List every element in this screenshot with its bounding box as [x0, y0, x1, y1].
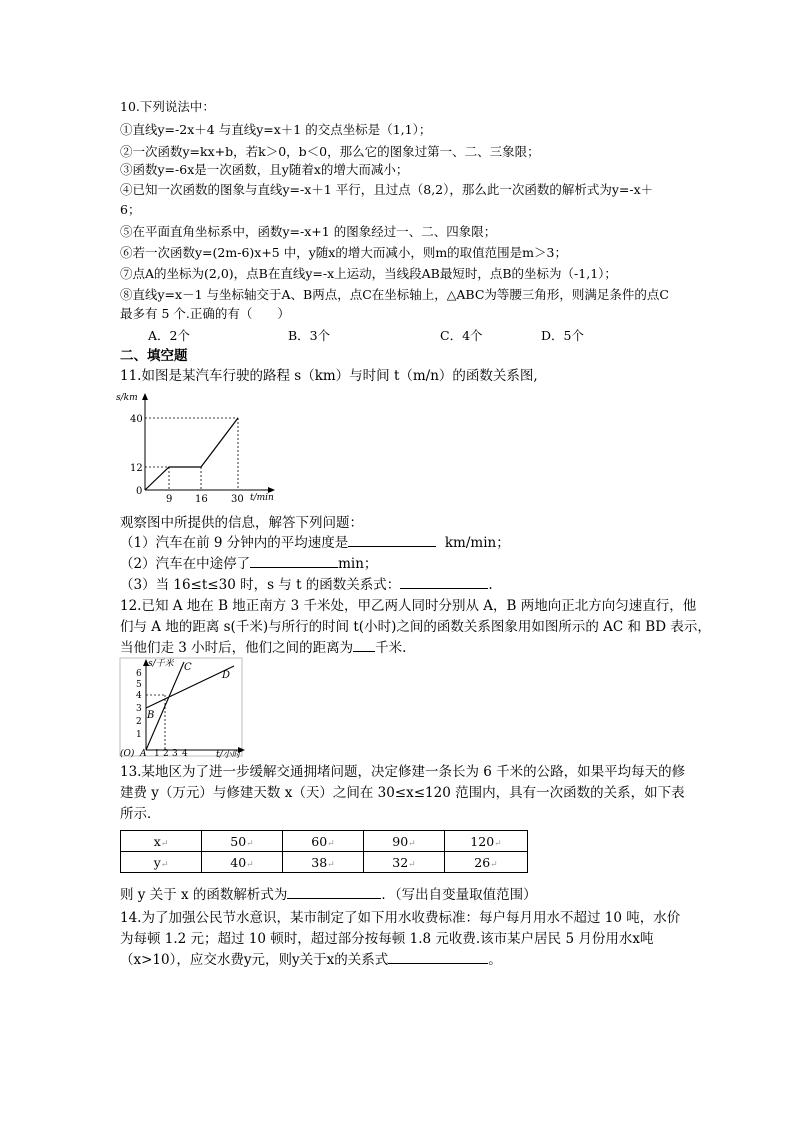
x-tick-30: 30 — [231, 494, 244, 505]
q14-line-3: （x>10），应交水费y元，则y关于x的关系式 。 — [120, 952, 502, 968]
q10-statement-7: ⑦点A的坐标为(2,0)，点B在直线y=-x上运动，当线段AB最短时，点B的坐标为（-1,1）； — [120, 266, 617, 281]
q11-stem: 11.如图是某汽车行驶的路程 s（km）与时间 t（m/n）的函数关系图, — [120, 368, 538, 384]
q10-statement-8: ⑧直线y=x－1 与坐标轴交于A、B两点，点C在坐标轴上，△ABC为等腰三角形，则满足条件的点C — [120, 287, 669, 302]
section-heading: 二、填空题 — [120, 348, 188, 364]
y-tick-3: 3 — [136, 704, 142, 714]
label-b: B — [147, 710, 155, 721]
answer-blank-3[interactable] — [400, 576, 488, 589]
answer-blank-2[interactable] — [250, 555, 338, 568]
table-cell: 40↵ — [202, 852, 283, 873]
label-d: D — [222, 670, 231, 681]
y-tick-6: 6 — [136, 669, 142, 679]
x-tick-4: 4 — [182, 749, 188, 759]
q10-statement-3: ③函数y=-6x是一次函数，且y随着x的增大而减小； — [120, 162, 409, 177]
y-tick-4: 4 — [136, 691, 142, 701]
option-d[interactable]: D．5个 — [541, 328, 584, 343]
table-row-y — [121, 852, 528, 873]
y-tick-12: 12 — [130, 463, 143, 474]
q10-statement-4: ④已知一次函数的图象与直线y=-x＋1 平行，且过点（8,2），那么此一次函数的解析式为y=-x＋ — [120, 182, 654, 197]
q11-follow: 观察图中所提供的信息，解答下列问题： — [120, 515, 363, 531]
q12-distance-time-graph — [112, 656, 252, 760]
table-cell: 90↵ — [364, 831, 445, 852]
answer-blank-6[interactable] — [388, 951, 488, 964]
answer-blank-1[interactable] — [348, 534, 436, 547]
x-axis-label: t/小时 — [216, 750, 241, 760]
y-axis-arrow — [142, 393, 148, 400]
q11-part-1: （1）汽车在前 9 分钟内的平均速度是 km/min； — [120, 535, 510, 551]
origin-label: 0 — [136, 486, 143, 497]
x-axis-label: t/min — [250, 493, 274, 503]
q13-line-2: 建费 y（万元）与修建天数 x（天）之间在 30≤x≤120 范围内，具有一次函数的关系，如下表 — [120, 785, 685, 801]
q12-line-1: 12.已知 A 地在 B 地正南方 3 千米处，甲乙两人同时分别从 A，B 两地向正北方向匀速直行，他 — [120, 598, 697, 614]
q12-line-3: 当他们走 3 小时后，他们之间的距离为 千米. — [120, 640, 407, 656]
x-tick-2: 2 — [163, 749, 169, 759]
x-tick-1: 1 — [154, 749, 160, 759]
q10-statement-6: ⑥若一次函数y=(2m-6)x+5 中，y随x的增大而减小，则m的取值范围是m＞3； — [120, 245, 567, 260]
q13-value-table — [120, 830, 528, 873]
q13-after: 则 y 关于 x 的函数解析式为 ．（写出自变量取值范围） — [120, 887, 537, 903]
answer-blank-4[interactable] — [353, 639, 375, 652]
y-tick-1: 1 — [136, 730, 142, 740]
y-tick-40: 40 — [130, 414, 143, 425]
option-a[interactable]: A．2个 — [148, 328, 190, 343]
option-c[interactable]: C．4个 — [440, 328, 483, 343]
label-a: A — [140, 749, 147, 759]
q11-part-2: （2）汽车在中途停了 min； — [120, 556, 378, 572]
table-row-x — [121, 831, 528, 852]
q14-line-1: 14.为了加强公民节水意识，某市制定了如下用水收费标准：每户每月用水不超过 10 吨，水价 — [120, 910, 681, 926]
q11-distance-time-graph — [112, 390, 282, 505]
q10-statement-1: ①直线y=-2x＋4 与直线y=x＋1 的交点坐标是（1,1）； — [120, 122, 432, 137]
table-cell: 60↵ — [283, 831, 364, 852]
table-cell: 26↵ — [445, 852, 528, 873]
y-tick-5: 5 — [136, 680, 142, 690]
q13-line-3: 所示． — [120, 806, 161, 822]
x-tick-3: 3 — [172, 749, 178, 759]
q11-part-3: （3）当 16≤t≤30 时，s 与 t 的函数关系式： . — [120, 577, 493, 593]
q12-line-2: 们与 A 地的距离 s(千米)与所行的时间 t(小时)之间的函数关系图象用如图所示的 AC 和 BD 表示， — [120, 619, 711, 635]
table-cell: x↵ — [121, 831, 202, 852]
table-cell: 38↵ — [283, 852, 364, 873]
x-tick-9: 9 — [166, 494, 173, 505]
q10-intro: 10.下列说法中： — [120, 99, 215, 114]
table-cell: 120↵ — [445, 831, 528, 852]
y-axis-label: s/千米 — [148, 659, 174, 669]
table-cell: y↵ — [121, 852, 202, 873]
q10-statement-5: ⑤在平面直角坐标系中，函数y=-x+1 的图象经过一、二、四象限； — [120, 224, 497, 239]
q10-statement-2: ②一次函数y=kx+b，若k＞0，b＜0，那么它的图象过第一、二、三象限； — [120, 144, 540, 159]
y-tick-2: 2 — [136, 717, 142, 727]
q13-line-1: 13.某地区为了进一步缓解交通拥堵问题，决定修建一条长为 6 千米的公路，如果平均每天的修 — [120, 764, 686, 780]
answer-blank-5[interactable] — [287, 886, 381, 899]
table-cell: 50↵ — [202, 831, 283, 852]
q10-statement-4-cont: 6； — [120, 202, 141, 217]
q10-statement-8-cont: 最多有 5 个.正确的有（ ） — [120, 306, 290, 321]
x-tick-16: 16 — [195, 494, 208, 505]
label-c: C — [184, 662, 192, 673]
option-b[interactable]: B．3个 — [288, 328, 331, 343]
table-cell: 32↵ — [364, 852, 445, 873]
q14-line-2: 为每顿 1.2 元；超过 10 顿时，超过部分按每顿 1.8 元收费.该市某户居民 5 月份用水x吨 — [120, 931, 654, 947]
y-axis-label: s/km — [116, 393, 138, 403]
distance-line — [145, 418, 238, 490]
origin-label: (O) — [120, 749, 135, 759]
